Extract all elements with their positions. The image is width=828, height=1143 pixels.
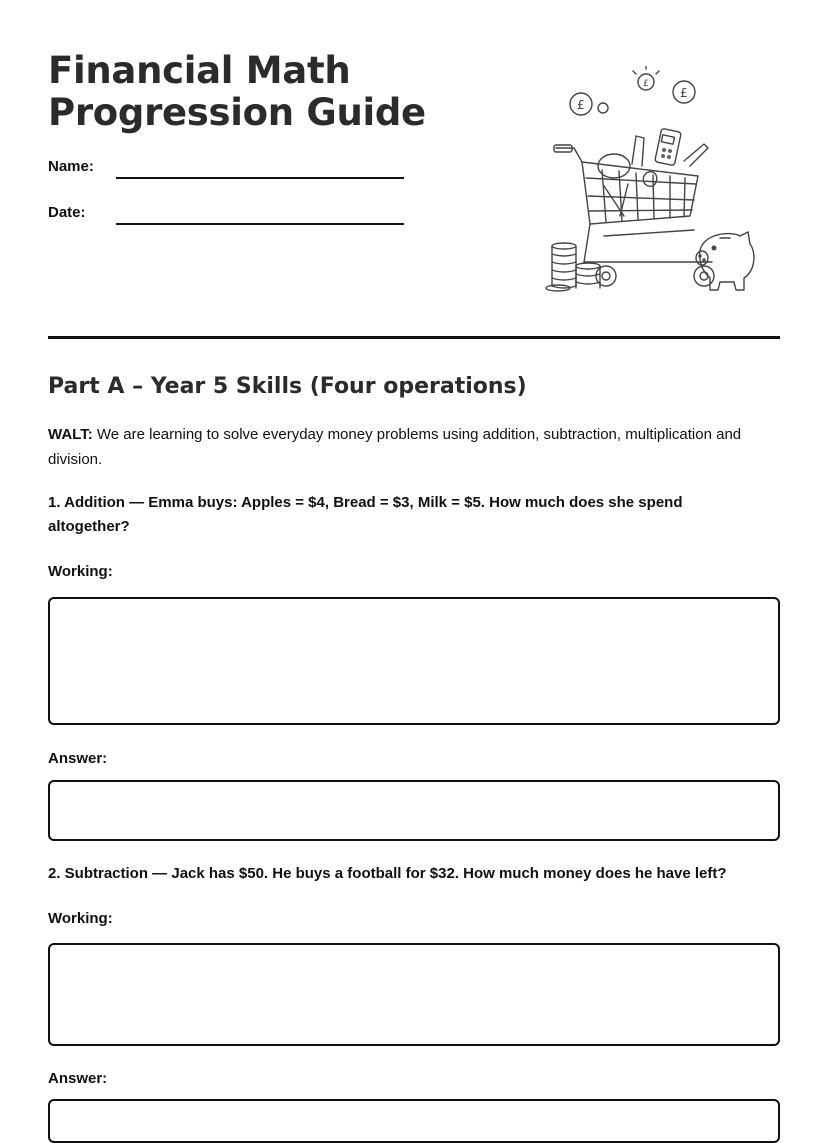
question-1-answer-box[interactable] <box>48 780 780 841</box>
question-1-working-box[interactable] <box>48 597 780 725</box>
question-2-text: 2. Subtraction — Jack has $50. He buys a football for $32. How much money does he have left? <box>48 865 727 882</box>
shopping-cart-coins-piggy-bank-icon <box>544 66 756 298</box>
svg-text:£: £ <box>680 86 688 100</box>
name-field <box>48 158 408 182</box>
walt-statement <box>48 422 780 472</box>
walt-label: WALT: <box>48 426 93 443</box>
header-divider <box>48 336 780 339</box>
question-2-answer-label: Answer: <box>48 1070 108 1087</box>
title-line-1: Financial Math <box>48 49 351 92</box>
date-label: Date: <box>48 204 86 221</box>
question-1-answer-label: Answer: <box>48 750 108 767</box>
name-label: Name: <box>48 158 94 175</box>
svg-text:£: £ <box>643 79 649 89</box>
question-1-text: 1. Addition — Emma buys: Apples = $4, Bread = $3, Milk = $5. How much does she spend altogether? <box>48 494 683 535</box>
date-field <box>48 204 408 228</box>
page-title <box>48 50 426 134</box>
svg-text:£: £ <box>577 98 585 112</box>
name-line[interactable] <box>116 177 404 179</box>
question-2-working-box[interactable] <box>48 943 780 1046</box>
question-2-answer-box[interactable] <box>48 1099 780 1143</box>
question-2-working-label: Working: <box>48 910 113 927</box>
date-line[interactable] <box>116 223 404 225</box>
question-1-working-label: Working: <box>48 563 113 580</box>
title-line-2: Progression Guide <box>48 91 426 134</box>
walt-text: We are learning to solve everyday money problems using addition, subtraction, multiplication and division. <box>48 426 742 468</box>
section-a-heading: Part A – Year 5 Skills (Four operations) <box>48 374 527 399</box>
